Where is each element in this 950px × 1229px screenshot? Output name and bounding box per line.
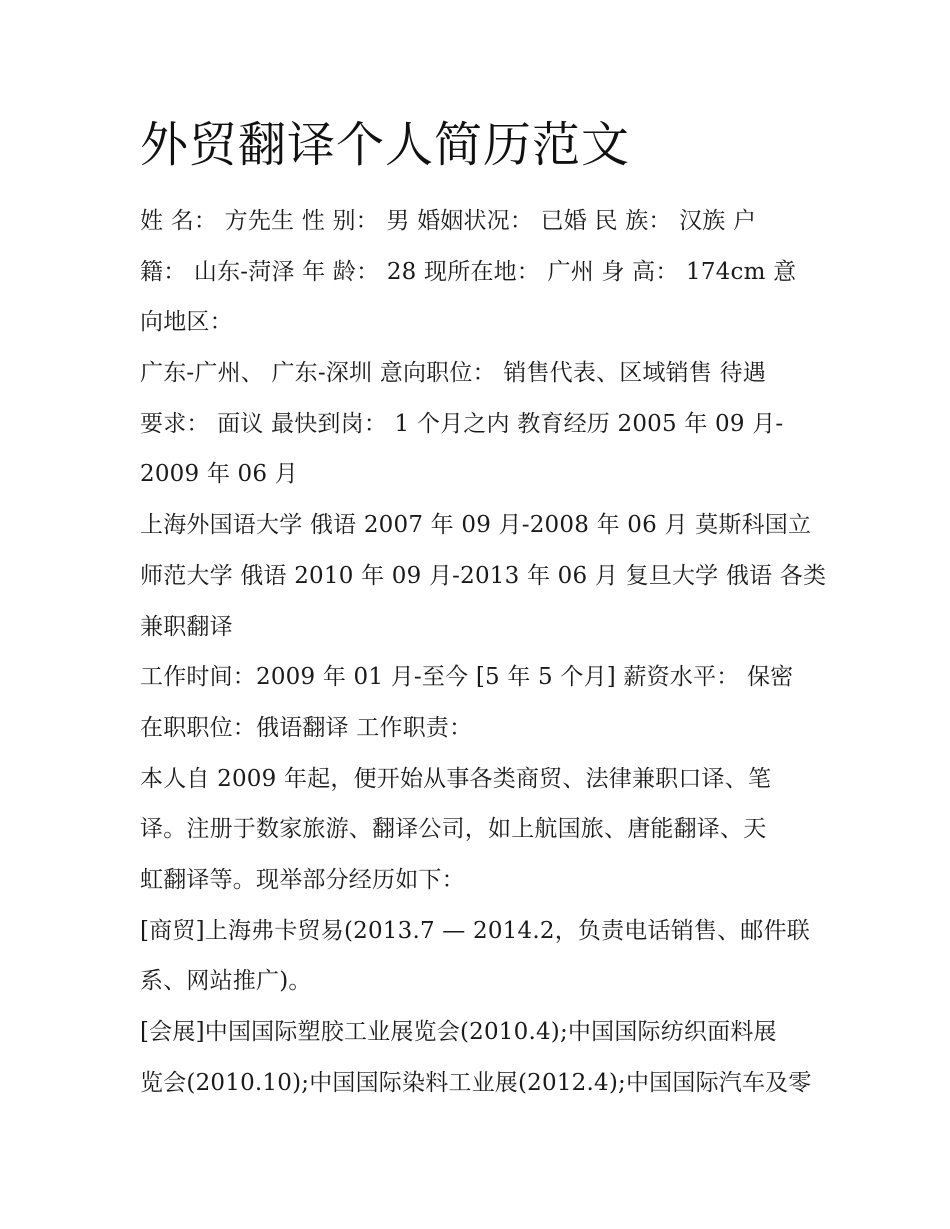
work-time-line: 工作时间：2009 年 01 月-至今 [5 年 5 个月] 薪资水平： 保密 [140,664,794,691]
work-position-line: 在职职位：俄语翻译 工作职责： [140,714,473,741]
trade-experience-line-1: [商贸]上海弗卡贸易(2013.7 — 2014.2，负责电话销售、邮件联 [140,917,810,944]
duties-line-2: 译。注册于数家旅游、翻译公司，如上航国旅、唐能翻译、天 [140,816,767,843]
job-intent-line-2: 要求： 面议 最快到岗： 1 个月之内 教育经历 2005 年 09 月- [140,410,784,437]
exhibition-experience-line-2: 览会(2010.10);中国国际染料工业展(2012.4);中国国际汽车及零 [140,1069,812,1096]
document-title: 外贸翻译个人简历范文 [140,117,631,173]
education-line-1: 2009 年 06 月 [140,461,298,488]
education-line-3: 师范大学 俄语 2010 年 09 月-2013 年 06 月 复旦大学 俄语 各类 [140,562,827,589]
exhibition-experience-line-1: [会展]中国国际塑胶工业展览会(2010.4);中国国际纺织面料展 [140,1019,777,1045]
document-body [140,196,827,1108]
duties-line-3: 虹翻译等。现举部分经历如下： [140,866,465,893]
job-intent-line-1: 广东-广州、 广东-深圳 意向职位： 销售代表、区域销售 待遇 [140,360,766,387]
trade-experience-line-2: 系、网站推广)。 [140,968,312,995]
personal-info-line-3: 向地区： [140,309,233,336]
duties-line-1: 本人自 2009 年起，便开始从事各类商贸、法律兼职口译、笔 [140,765,772,792]
personal-info-line-2: 籍： 山东-菏泽 年 龄： 28 现所在地： 广州 身 高： 174cm 意 [140,258,797,285]
education-line-2: 上海外国语大学 俄语 2007 年 09 月-2008 年 06 月 莫斯科国立 [140,512,812,539]
education-line-4: 兼职翻译 [140,613,233,640]
personal-info-line-1: 姓 名： 方先生 性 别： 男 婚姻状况： 已婚 民 族： 汉族 户 [140,208,757,234]
